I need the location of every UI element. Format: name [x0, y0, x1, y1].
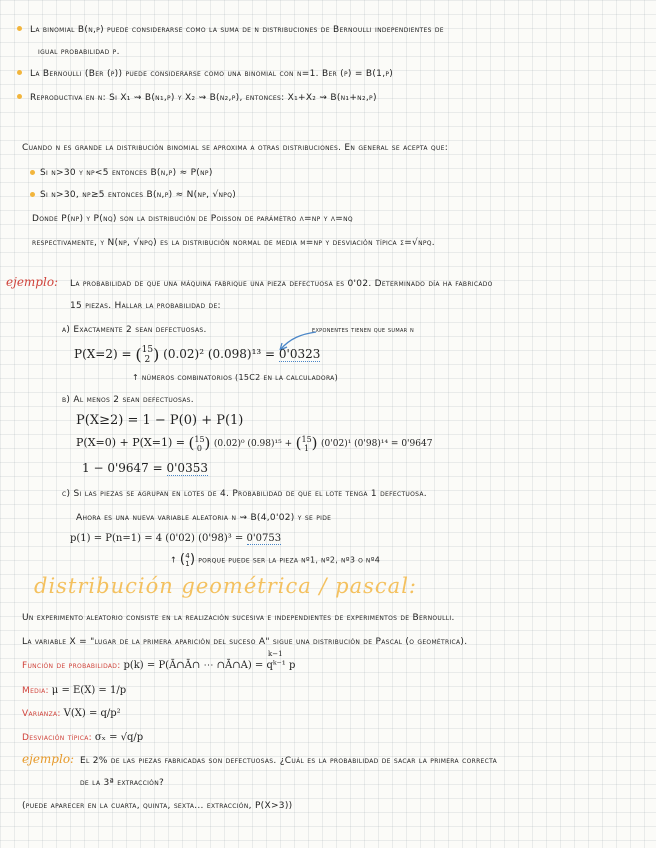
part-a-binom: (15 2 )	[135, 344, 160, 365]
part-a-result: 0'0323	[278, 347, 321, 361]
part-c-formula-line	[70, 532, 281, 546]
part-b-left: P(X=0) + P(X=1) =	[76, 436, 185, 449]
part-c-label: c) Si las piezas se agrupan en lotes de 4. Probabilidad de que el lote tenga 1 defectuosa.	[62, 489, 427, 499]
example-2-label: ejemplo:	[22, 752, 75, 766]
part-a-mid: (0.02)² (0.098)¹³ =	[163, 347, 276, 361]
approx-where-1: Donde P(np) y P(nq) son la distribución de Poisson de parámetro λ=np y λ=nq	[32, 214, 353, 224]
approx-intro: Cuando n es grande la distribución binomial se aproxima a otras distribuciones. En general se acepta que:	[22, 143, 449, 153]
part-b-line-3-left: 1 − 0'9647 =	[82, 461, 163, 475]
example-1-label: ejemplo:	[6, 275, 59, 289]
prob-function-label: Función de probabilidad:	[22, 661, 121, 671]
part-b-binom-2-bot: 1	[304, 444, 310, 453]
media-formula: μ = E(X) = 1/p	[51, 685, 127, 696]
intro-line-1: La binomial B(n,p) puede considerarse como la suma de n distribuciones de Bernoulli independientes de	[30, 25, 444, 35]
part-a-label: a) Exactamente 2 sean defectuosas.	[62, 325, 207, 335]
part-c-result: 0'0753	[246, 533, 282, 544]
part-c-text: Ahora es una nueva variable aleatoria n ⇝ B(4,0'02) y se pide	[76, 513, 332, 523]
part-c-binom-bot: 1	[185, 559, 190, 568]
section-title: distribución geométrica / pascal:	[34, 574, 417, 598]
part-a-note: exponentes tienen que sumar n	[312, 326, 415, 334]
prob-function-formula: p(k) = P(Ā∩Ā∩ ⋯ ∩Ā∩A) = qᵏ⁻¹ p	[123, 660, 296, 671]
example-1-text-2: 15 piezas. Hallar la probabilidad de:	[70, 301, 221, 311]
part-b-line-1: P(X≥2) = 1 − P(0) + P(1)	[76, 413, 244, 428]
variance-line	[22, 706, 121, 722]
part-b-line-2	[76, 430, 432, 456]
part-b-binom-1-bot: 0	[196, 444, 202, 453]
approx-poisson: Si n>30 y np<5 entonces B(n,p) ≈ P(np)	[40, 168, 213, 178]
std-dev-formula: σₓ = √q/p	[94, 732, 144, 743]
part-b-label: b) Al menos 2 sean defectuosas.	[62, 395, 194, 405]
bullet-3	[17, 94, 22, 99]
part-b-binom-2: (15 1 )	[295, 434, 318, 453]
bullet-5	[30, 192, 35, 197]
part-a-binom-top: 15	[141, 345, 154, 355]
geometric-def-2: La variable X = "lugar de la primera aparición del suceso A" sigue una distribución de Pascal (o geométrica).	[22, 637, 468, 647]
std-dev-line	[22, 730, 143, 746]
example-2-text-1: El 2% de las piezas fabricadas son defectuosas. ¿Cuál es la probabilidad de sacar la primera correcta	[80, 756, 498, 766]
approx-where-2: respectivamente, y N(np, √npq) es la distribución normal de media μ=np y desviación típica σ=√npq.	[32, 238, 435, 248]
part-a-left: P(X=2) =	[74, 347, 132, 361]
example-2-text-3: (puede aparecer en la cuarta, quinta, sexta... extracción, P(X>3))	[22, 801, 293, 811]
part-c-note: porque puede ser la pieza nº1, nº2, nº3 o nº4	[198, 555, 381, 565]
part-c-binom: (4 1)	[179, 551, 196, 568]
geometric-def-1: Un experimento aleatorio consiste en la realización sucesiva e independientes de experimentos de Bernoulli.	[22, 613, 455, 623]
part-b-binom-1: (15 0 )	[188, 434, 211, 453]
bullet-2	[17, 70, 22, 75]
part-a-binom-bot: 2	[144, 355, 151, 365]
bullet-1	[17, 26, 22, 31]
std-dev-label: Desviación típica:	[22, 733, 92, 743]
bullet-4	[30, 170, 35, 175]
part-b-binom-2-top: 15	[301, 435, 312, 444]
prob-function-line	[22, 658, 295, 674]
part-a-comb: ↑ números combinatorios (15C2 en la calculadora)	[132, 373, 339, 382]
part-c-note-line: ↑ (4 1) porque puede ser la pieza nº1, nº2, nº3 o nº4	[170, 550, 380, 570]
media-line	[22, 683, 126, 699]
intro-line-1b: igual probabilidad p.	[38, 47, 120, 57]
part-a-formula	[74, 340, 320, 368]
part-b-mid: (0.02)⁰ (0.98)¹⁵ +	[213, 439, 293, 449]
media-label: Media:	[22, 686, 49, 696]
variance-label: Varianza:	[22, 709, 61, 719]
example-2-text-2: de la 3ª extracción?	[80, 778, 165, 788]
part-b-binom-1-top: 15	[194, 435, 205, 444]
intro-line-2: La Bernoulli (Ber (p)) puede considerarse como una binomial con n=1. Ber (p) = B(1,p)	[30, 69, 394, 79]
variance-formula: V(X) = q/p²	[63, 708, 121, 719]
part-b-result: 0'0353	[166, 461, 208, 475]
part-b-line-3	[82, 460, 208, 476]
prob-function-over: k−1	[268, 650, 283, 658]
part-c-binom-top: 4	[185, 551, 190, 560]
approx-normal: Si n>30, np≥5 entonces B(n,p) ≈ N(np, √npq)	[40, 190, 237, 200]
intro-line-3: Reproductiva en n: Si X₁ ⇝ B(n₁,p) y X₂ ⇝ B(n₂,p), entonces: X₁+X₂ ⇝ B(n₁+n₂,p)	[30, 93, 377, 103]
part-c-formula: p(1) = P(n=1) = 4 (0'02) (0'98)³ =	[70, 533, 244, 544]
part-b-right: (0'02)¹ (0'98)¹⁴ = 0'9647	[321, 439, 433, 449]
example-1-text-1: La probabilidad de que una máquina fabrique una pieza defectuosa es 0'02. Determinado día ha fabricado	[70, 279, 493, 289]
